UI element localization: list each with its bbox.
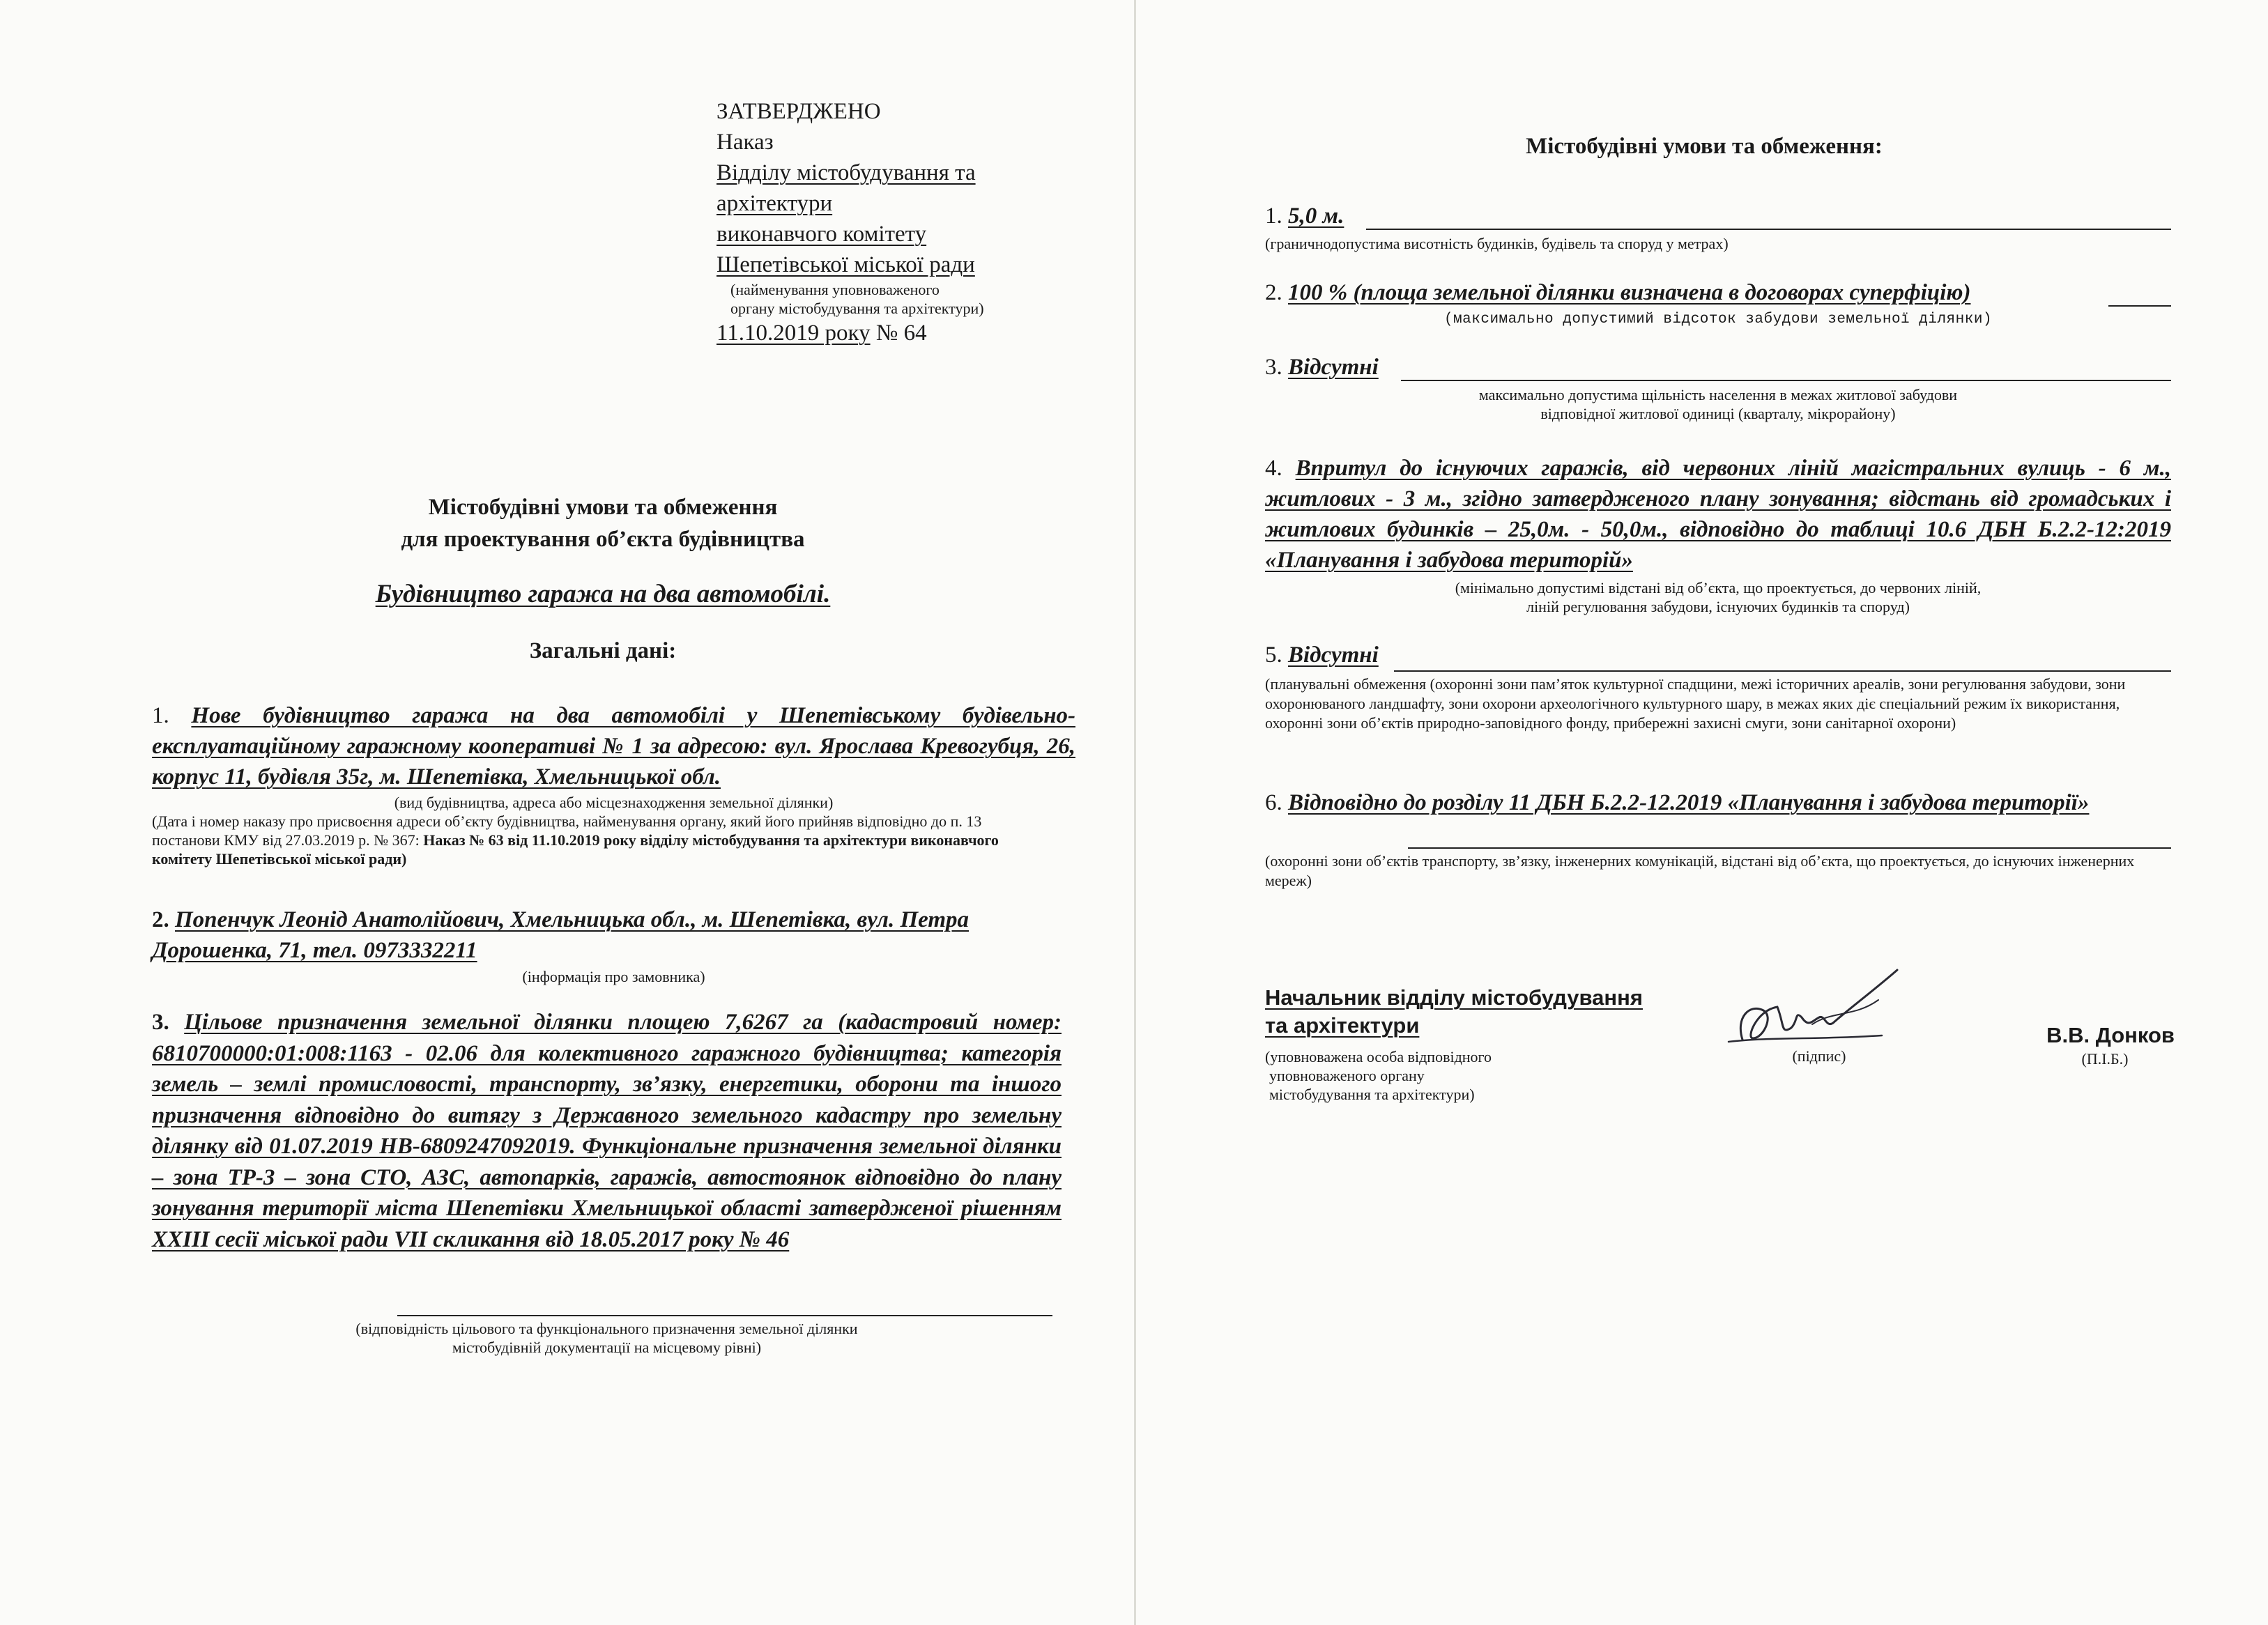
general-item-1-note-plain: (Дата і номер наказу про присвоєння адреси об’єкту будівництва, найменування органу, який його прийняв відповідно до п. 13 постанови КМУ від 27.03.2019 р. № 367: bbox=[152, 812, 982, 849]
approval-order: Наказ bbox=[717, 130, 774, 155]
condition-1-value: 5,0 м. bbox=[1288, 203, 1344, 229]
signatory-position-line-2: та архітектури bbox=[1265, 1013, 1420, 1038]
approval-block bbox=[717, 96, 1051, 348]
signatory-position-caption bbox=[1265, 1047, 1614, 1104]
signatory-position-caption-line-1: (уповноважена особа відповідного bbox=[1265, 1048, 1492, 1065]
condition-2-rule bbox=[2108, 305, 2171, 307]
condition-4-caption bbox=[1265, 578, 2171, 616]
general-item-1 bbox=[152, 700, 1075, 792]
condition-5 bbox=[1265, 640, 2171, 670]
condition-1-number: 1. bbox=[1265, 203, 1282, 229]
general-item-1-caption: (вид будівництва, адреса або місцезнаходження земельної ділянки) bbox=[394, 794, 834, 811]
document-title-line-1: Містобудівні умови та обмеження bbox=[428, 495, 778, 520]
signatory-position-caption-line-2: уповноваженого органу bbox=[1269, 1067, 1425, 1084]
condition-3-number: 3. bbox=[1265, 355, 1282, 380]
condition-2 bbox=[1265, 277, 2171, 308]
condition-3-caption-line-2: відповідної житлової одиниці (кварталу, мікрорайону) bbox=[1540, 405, 1896, 422]
approval-date-number bbox=[717, 318, 1051, 348]
condition-6-rule bbox=[1408, 847, 2171, 849]
object-name: Будівництво гаража на два автомобілі. bbox=[375, 580, 831, 608]
condition-5-rule bbox=[1394, 670, 2171, 672]
condition-4-caption-line-1: (мінімально допустимі відстані від об’єкта, що проектується, до червоних ліній, bbox=[1455, 579, 1982, 596]
general-item-3-caption-line-1: (відповідність цільового та функціонального призначення земельної ділянки bbox=[355, 1320, 858, 1337]
handwritten-signature-icon bbox=[1715, 962, 1910, 1059]
condition-4-number: 4. bbox=[1265, 456, 1282, 481]
condition-6 bbox=[1265, 787, 2171, 818]
conditions-title: Містобудівні умови та обмеження: bbox=[1526, 134, 1883, 159]
condition-2-number: 2. bbox=[1265, 280, 1282, 305]
condition-5-caption: (планувальні обмеження (охоронні зони пам’яток культурної спадщини, межі історичних ареалів, зони регулювання забудови, зони охоронюваного ландшафту, зони охорони археологічного культурного шару, в межах яких діє спеціальний режим їх використання, охоронні зони об’єктів природно-заповідного фонду, прибережні захисні смуги, зони санітарної охорони) bbox=[1265, 675, 2126, 732]
condition-5-value: Відсутні bbox=[1288, 642, 1379, 668]
general-item-3-caption bbox=[152, 1319, 1062, 1357]
general-data-heading: Загальні дані: bbox=[529, 638, 677, 663]
general-item-3-caption-line-2: містобудівній документації на місцевому рівні) bbox=[452, 1339, 762, 1356]
condition-3-value: Відсутні bbox=[1288, 355, 1379, 380]
condition-4 bbox=[1265, 453, 2171, 576]
condition-3 bbox=[1265, 352, 2171, 383]
general-item-2-text: Попенчук Леонід Анатолійович, Хмельницька обл., м. Шепетівка, вул. Петра Дорошенка, 71, тел. 0973332211 bbox=[152, 907, 970, 963]
approval-note-line-2: органу містобудування та архітектури) bbox=[730, 300, 984, 317]
approval-dept-line-4: Шепетівської міської ради bbox=[717, 252, 975, 277]
approval-number: № 64 bbox=[875, 321, 927, 346]
approval-dept-line-3: виконавчого комітету bbox=[717, 222, 927, 247]
approval-dept-line-2: архітектури bbox=[717, 191, 833, 216]
general-item-1-number: 1. bbox=[152, 703, 169, 728]
signatory-name-caption: (П.І.Б.) bbox=[2081, 1050, 2129, 1068]
general-item-3-text: Цільове призначення земельної ділянки площею 7,6267 га (кадастровий номер: 6810700000:01:008:1163 - 02.06 для колективного гаражного будівництва; категорія земель – землі промисловості, транспорту, зв’язку, енергетики, оборони та іншого призначення відповідно до витягу з Державного земельного кадастру про земельну ділянку від 01.07.2019 НВ-6809247092019. Функціональне призначення земельної ділянки – зона ТР-3 – зона СТО, АЗС, автопарків, гаражів, автостоянок відповідно до плану зонування території міста Шепетівки Хмельницької області затвердженої рішенням XXIII сесії міської ради VII скликання від 18.05.2017 року № 46 bbox=[152, 1010, 1062, 1252]
condition-4-caption-line-2: ліній регулювання забудови, існуючих будинків та споруд) bbox=[1526, 598, 1910, 615]
document-title-line-2: для проектування об’єкта будівництва bbox=[401, 527, 805, 552]
general-item-1-text: Нове будівництво гаража на два автомобілі у Шепетівському будівельно-експлуатаційному гаражному кооперативі № 1 за адресою: вул. Ярослава Кревогубця, 26, корпус 11, будівля 35г, м. Шепетівка, Хмельницької обл. bbox=[152, 703, 1076, 790]
signatory-position bbox=[1265, 984, 1753, 1040]
condition-6-value: Відповідно до розділу 11 ДБН Б.2.2-12.2019 «Планування і забудова території» bbox=[1288, 790, 2090, 815]
signatory-position-caption-line-3: містобудування та архітектури) bbox=[1269, 1086, 1475, 1103]
condition-2-caption: (максимально допустимий відсоток забудови земельної ділянки) bbox=[1443, 311, 1993, 328]
right-page bbox=[1134, 0, 2268, 1625]
condition-5-number: 5. bbox=[1265, 642, 1282, 668]
approval-dept-line-1: Відділу містобудування та bbox=[717, 160, 976, 185]
document-title bbox=[209, 491, 997, 555]
general-item-1-note-bold: Наказ № 63 від 11.10.2019 року відділу містобудування та архітектури виконавчого комітету Шепетівської міської ради) bbox=[152, 831, 999, 868]
general-item-3-number: 3. bbox=[152, 1010, 169, 1035]
condition-3-rule bbox=[1401, 380, 2171, 381]
condition-2-value: 100 % (площа земельної ділянки визначена в договорах суперфіцію) bbox=[1288, 280, 1971, 305]
condition-1 bbox=[1265, 201, 2171, 231]
approval-date: 11.10.2019 року bbox=[717, 321, 871, 346]
condition-3-caption-line-1: максимально допустима щільність населення в межах житлової забудови bbox=[1478, 386, 1958, 403]
general-item-3-rule bbox=[397, 1315, 1052, 1316]
signature-caption: (підпис) bbox=[1792, 1047, 1846, 1065]
condition-4-value: Впритул до існуючих гаражів, від червоних ліній магістральних вулиць - 6 м., житлових - 3 м., згідно затвердженого плану зонування; відстань від громадських і житлових будинків – 25,0м. - 50,0м., відповідно до таблиці 10.6 ДБН Б.2.2-12:2019 «Планування і забудова територій» bbox=[1265, 456, 2171, 573]
approval-title: ЗАТВЕРДЖЕНО bbox=[717, 99, 881, 124]
signatory-position-line-1: Начальник відділу містобудування bbox=[1265, 985, 1643, 1010]
general-item-2-caption: (інформація про замовника) bbox=[522, 968, 705, 985]
approval-note-line-1: (найменування уповноваженого bbox=[730, 281, 940, 298]
general-item-2-number: 2. bbox=[152, 907, 169, 932]
condition-1-caption: (граничнодопустима висотність будинків, будівель та споруд у метрах) bbox=[1265, 235, 1729, 252]
condition-3-caption bbox=[1265, 385, 2171, 423]
general-item-1-note bbox=[152, 812, 1023, 868]
general-item-2 bbox=[152, 904, 1020, 966]
general-item-3 bbox=[152, 1007, 1062, 1255]
condition-1-rule bbox=[1366, 229, 2171, 230]
condition-6-caption: (охоронні зони об’єктів транспорту, зв’язку, інженерних комунікацій, відстані від об’єкта, що проектується, до існуючих інженерних мереж) bbox=[1265, 852, 2135, 889]
condition-6-number: 6. bbox=[1265, 790, 1282, 815]
signatory-name: В.В. Донков bbox=[2046, 1023, 2175, 1047]
